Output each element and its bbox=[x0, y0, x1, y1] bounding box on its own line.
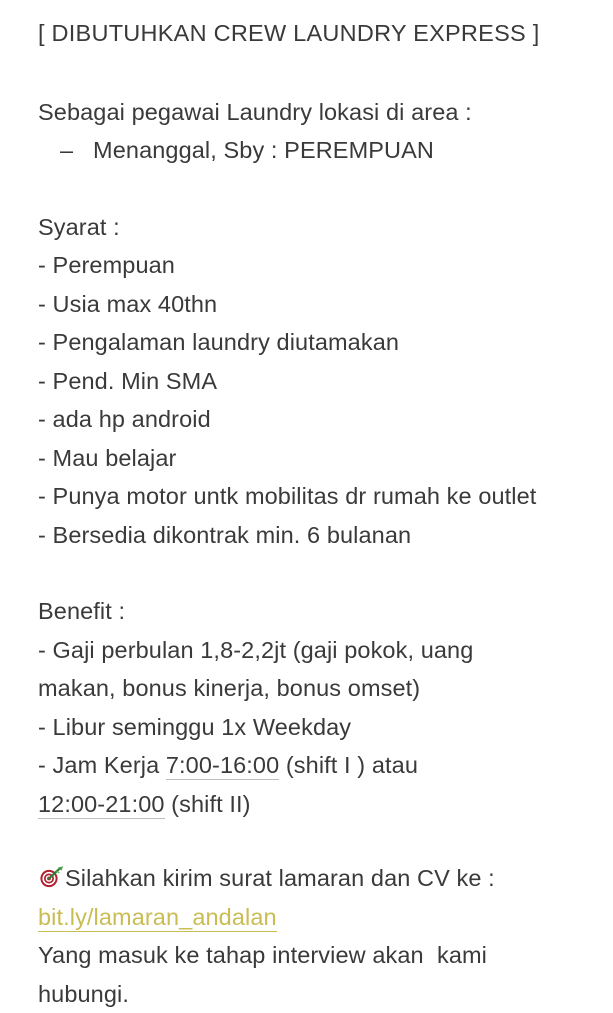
work-hours-line-2 bbox=[38, 785, 575, 824]
closing-line-2: hubungi. bbox=[38, 975, 575, 1013]
cta-link-line bbox=[38, 898, 575, 937]
work-hours-prefix: - Jam Kerja bbox=[38, 752, 166, 778]
work-hours-line-1 bbox=[38, 746, 575, 785]
spacer-before-requirements bbox=[38, 170, 575, 208]
requirement-item: - Usia max 40thn bbox=[38, 285, 575, 324]
requirement-item: - Mau belajar bbox=[38, 439, 575, 478]
application-form-link[interactable]: bit.ly/lamaran_andalan bbox=[38, 904, 277, 932]
shift-2-time-link[interactable]: 12:00-21:00 bbox=[38, 791, 165, 819]
requirement-item: - Punya motor untk mobilitas dr rumah ke outlet bbox=[38, 477, 575, 516]
spacer-before-cta bbox=[38, 823, 575, 859]
cta-line bbox=[38, 859, 575, 898]
benefit-heading: Benefit : bbox=[38, 592, 575, 631]
requirement-item: - Pend. Min SMA bbox=[38, 362, 575, 401]
closing-line-1: Yang masuk ke tahap interview akan kami bbox=[38, 936, 575, 975]
poster-headline: [ DIBUTUHKAN CREW LAUNDRY EXPRESS ] bbox=[38, 14, 575, 53]
requirement-item: - ada hp android bbox=[38, 400, 575, 439]
shift-1-suffix: (shift I ) atau bbox=[279, 752, 418, 778]
shift-1-time-link[interactable]: 7:00-16:00 bbox=[166, 752, 279, 780]
requirement-item: - Pengalaman laundry diutamakan bbox=[38, 323, 575, 362]
requirement-item: - Bersedia dikontrak min. 6 bulanan bbox=[38, 516, 575, 555]
spacer-after-headline bbox=[38, 53, 575, 93]
shift-2-suffix: (shift II) bbox=[165, 791, 251, 817]
dart-bullseye-emoji bbox=[38, 865, 64, 889]
location-bullet: – Menanggal, Sby : PEREMPUAN bbox=[38, 131, 575, 170]
requirement-item: - Perempuan bbox=[38, 246, 575, 285]
spacer-before-benefit bbox=[38, 554, 575, 592]
benefit-item: - Gaji perbulan 1,8-2,2jt (gaji pokok, uang bbox=[38, 631, 575, 670]
benefit-item-continuation: makan, bonus kinerja, bonus omset) bbox=[38, 669, 575, 708]
benefit-item: - Libur seminggu 1x Weekday bbox=[38, 708, 575, 747]
benefits-list bbox=[38, 631, 575, 824]
requirements-list bbox=[38, 246, 575, 554]
cta-text: Silahkan kirim surat lamaran dan CV ke : bbox=[65, 865, 495, 891]
intro-text: Sebagai pegawai Laundry lokasi di area : bbox=[38, 93, 575, 132]
requirements-heading: Syarat : bbox=[38, 208, 575, 247]
